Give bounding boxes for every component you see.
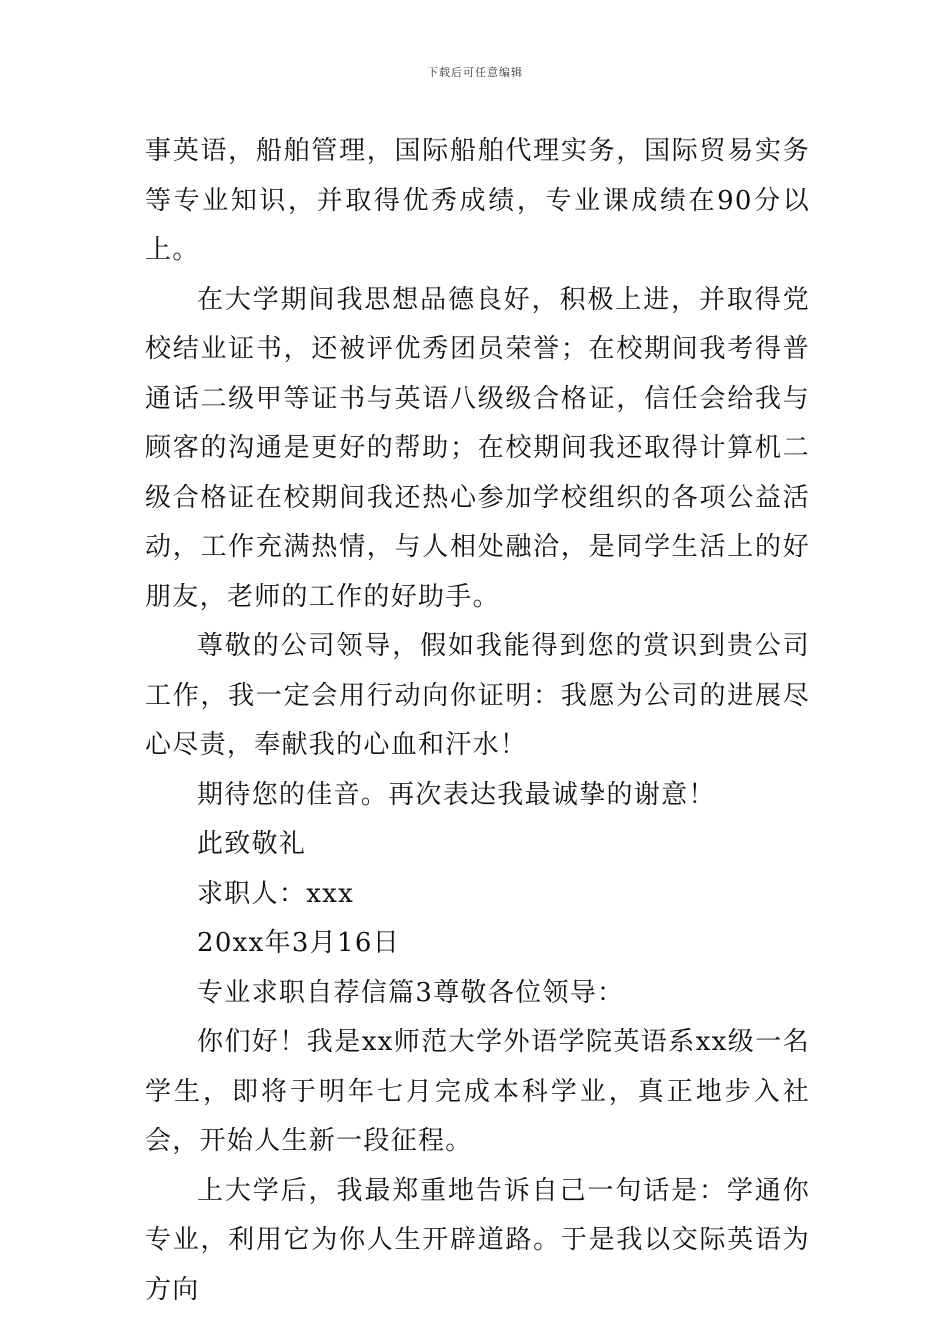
- paragraph-commitment: 尊敬的公司领导，假如我能得到您的赏识到贵公司工作，我一定会用行动向你证明：我愿为公司的进展尽心尽责，奉献我的心血和汗水！: [145, 631, 810, 760]
- applicant-signature: 求职人：xxx: [197, 878, 355, 909]
- closing-salutation: 此致敬礼: [197, 829, 307, 859]
- paragraph-continuation: 事英语，船舶管理，国际船舶代理实务，国际贸易实务等专业知识，并取得优秀成绩，专业课成绩在90分以上。: [145, 136, 810, 265]
- letter-date: 20xx年3月16日: [197, 928, 401, 958]
- page-header-note: 下载后可任意编辑: [427, 66, 523, 79]
- section-title-letter-3: 专业求职自荐信篇3尊敬各位领导：: [197, 977, 625, 1008]
- letter-body: [145, 127, 810, 1315]
- paragraph-introduction: 你们好！我是xx师范大学外语学院英语系xx级一名学生，即将于明年七月完成本科学业，真正地步入社会，开始人生新一段征程。: [145, 1027, 810, 1156]
- paragraph-study-goal: 上大学后，我最郑重地告诉自己一句话是：学通你专业，利用它为你人生开辟道路。于是我以交际英语为方向: [145, 1175, 810, 1305]
- paragraph-university-achievements: 在大学期间我思想品德良好，积极上进，并取得党校结业证书，还被评优秀团员荣誉；在校期间我考得普通话二级甲等证书与英语八级级合格证，信任会给我与顾客的沟通是更好的帮助；在校期间我还取得计算机二级合格证在校期间我还热心参加学校组织的各项公益活动，工作充满热情，与人相处融洽，是同学生活上的好朋友，老师的工作的好助手。: [145, 284, 810, 612]
- paragraph-thanks: 期待您的佳音。再次表达我最诚挚的谢意！: [197, 779, 716, 810]
